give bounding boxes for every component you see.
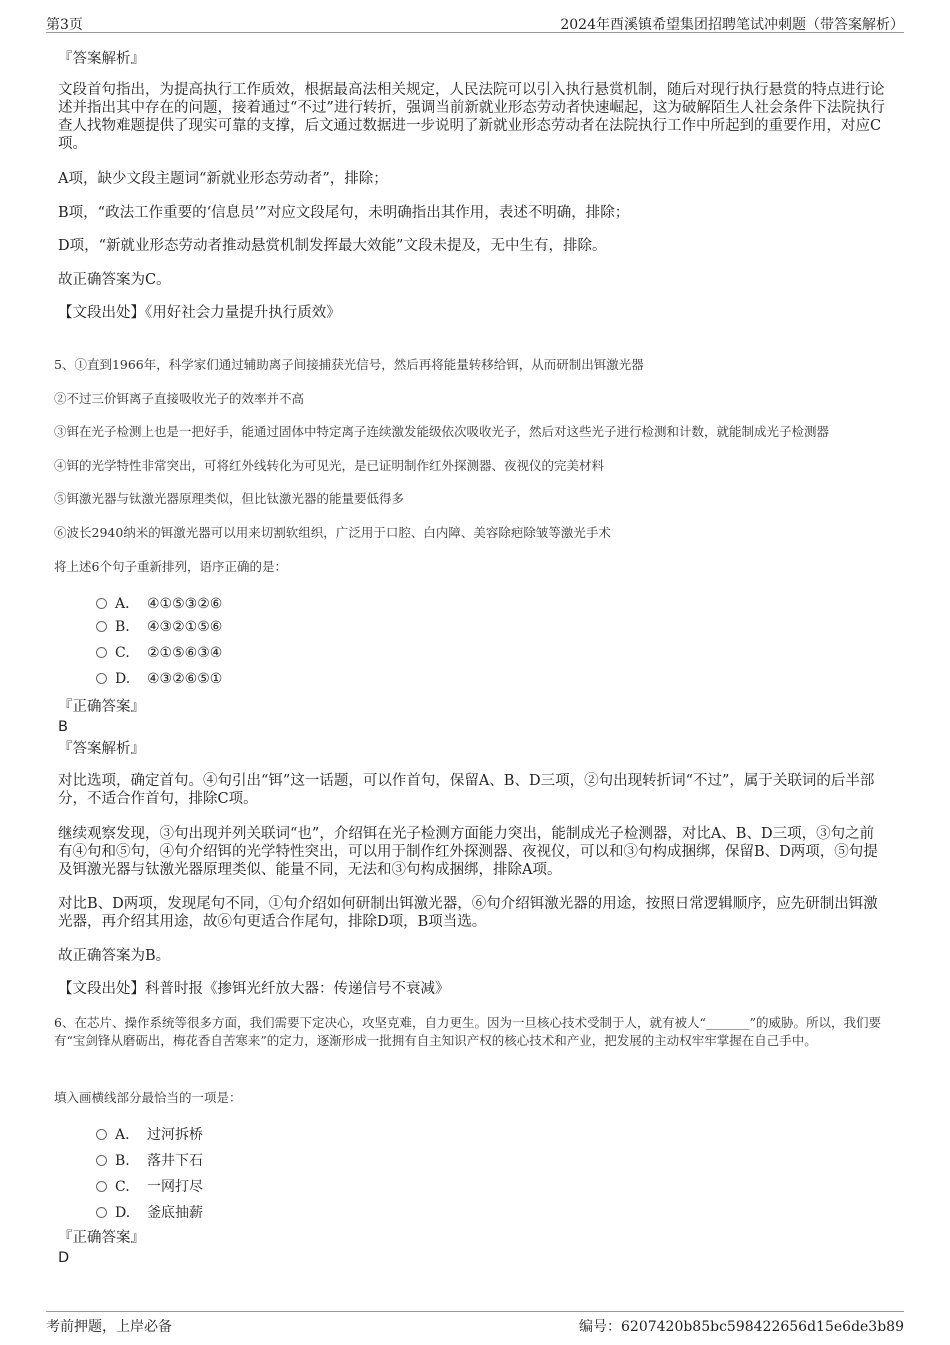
- option-key: A．: [115, 596, 140, 612]
- radio-icon[interactable]: [96, 673, 107, 684]
- document-title: 2024年酉溪镇希望集团招聘笔试冲刺题（带答案解析）: [560, 17, 904, 33]
- option-key: B.: [115, 1153, 130, 1169]
- q5-sentence-3: ③铒在光子检测上也是一把好手，能通过固体中特定离子连续激发能级依次吸收光子，然后对这些光子进行检测和计数，就能制成光子检测器: [54, 424, 830, 439]
- q4-source: 【文段出处】《用好社会力量提升执行质效》: [58, 305, 341, 321]
- option-text: ②①⑤⑥③④: [147, 645, 223, 661]
- document-id: 编号：6207420b85bc598422656d15e6de3b89: [579, 1319, 904, 1335]
- q6-option-b[interactable]: [96, 1150, 203, 1170]
- q5-analysis-para2: 继续观察发现，③句出现并列关联词“也”，介绍铒在光子检测方面能力突出，能制成光子检测器，对比A、B、D三项，③句之前有④句和⑤句，④句介绍铒的光学特性突出，可以用于制作红外探测器、夜视仪，可以和③句构成捆绑，保留B、D两项，⑤句提及铒激光器与钛激光器原理类似、能量不同，无法和③句构成捆绑，排除A项。: [58, 826, 878, 878]
- q4-analysis-d: D项，“新就业形态劳动者推动悬赏机制发挥最大效能”文段未提及，无中生有，排除。: [58, 238, 607, 254]
- page-footer: [46, 1311, 904, 1338]
- q5-source: 【文段出处】科普时报《掺铒光纤放大器：传递信号不衰减》: [58, 981, 450, 997]
- footer-slogan: 考前押题，上岸必备: [46, 1319, 172, 1335]
- q4-correct-answer: 故正确答案为C。: [58, 272, 171, 288]
- q5-sentence-1: 5、①直到1966年，科学家们通过辅助离子间接捕获光信号，然后再将能量转移给铒，从而研制出铒激光器: [54, 357, 644, 372]
- q4-analysis-b: B项，“政法工作重要的‘信息员’”对应文段尾句，未明确指出其作用，表述不明确，排除；: [58, 205, 630, 221]
- q6-answer: D: [58, 1250, 70, 1266]
- page-header: [46, 10, 904, 33]
- q5-sentence-2: ②不过三价铒离子直接吸收光子的效率并不高: [54, 391, 305, 406]
- q5-sentence-5: ⑤铒激光器与钛激光器原理类似，但比钛激光器的能量要低得多: [54, 491, 405, 506]
- q5-correct-answer: 故正确答案为B。: [58, 948, 171, 964]
- radio-icon[interactable]: [96, 1129, 107, 1140]
- q6-option-c[interactable]: [96, 1176, 203, 1196]
- option-key: B.: [115, 619, 130, 635]
- option-text: ④①⑤③②⑥: [147, 596, 223, 612]
- q6-prompt: 填入画横线部分最恰当的一项是：: [54, 1090, 242, 1105]
- q4-analysis-a: A项，缺少文段主题词“新就业形态劳动者”，排除；: [58, 171, 388, 187]
- q5-option-c[interactable]: [96, 645, 222, 665]
- q5-analysis-para1: 对比选项，确定首句。④句引出“铒”这一话题，可以作首句，保留A、B、D三项，②句出现转折词“不过”，属于关联词的后半部分，不适合作首句，排除C项。: [58, 773, 875, 807]
- q5-analysis-para3: 对比B、D两项，发现尾句不同，①句介绍如何研制出铒激光器，⑥句介绍铒激光器的用途，按照日常逻辑顺序，应先研制出铒激光器，再介绍其用途，故⑥句更适合作尾句，排除D项，B项当选。: [58, 896, 878, 930]
- q4-analysis-label: 『答案解析』: [58, 51, 145, 67]
- radio-icon[interactable]: [96, 621, 107, 632]
- option-key: D.: [115, 1205, 131, 1221]
- option-key: C.: [115, 1179, 130, 1195]
- q6-answer-label: 『正确答案』: [58, 1230, 145, 1246]
- radio-icon[interactable]: [96, 1181, 107, 1192]
- q4-analysis-para1: 文段首句指出，为提高执行工作质效，根据最高法相关规定，人民法院可以引入执行悬赏机制，随后对现行执行悬赏的特点进行论述并指出其中存在的问题，接着通过“不过”进行转折，强调当前新就业形态劳动者快速崛起，这为破解陌生人社会条件下法院执行查人找物难题提供了现实可靠的支撑，后文通过数据进一步说明了新就业形态劳动者在法院执行工作中所起到的重要作用，对应C项。: [58, 82, 885, 152]
- option-text: 过河拆桥: [147, 1127, 203, 1143]
- q5-prompt: 将上述6个句子重新排列，语序正确的是：: [54, 559, 287, 574]
- q5-option-b[interactable]: [96, 619, 222, 639]
- q5-answer: B: [58, 719, 68, 735]
- q6-stem: 6、在芯片、操作系统等很多方面，我们需要下定决心，攻坚克难，自力更生。因为一旦核心技术受制于人，就有被人“_______”的威胁。所以，我们要有“宝剑锋从磨砺出，梅花香自苦寒来”的定力，逐渐形成一批拥有自主知识产权的核心技术和产业，把发展的主动权牢牢掌握在自己手中。: [54, 1015, 881, 1048]
- q6-option-a[interactable]: [96, 1124, 203, 1144]
- q5-option-a[interactable]: [96, 593, 222, 613]
- radio-icon[interactable]: [96, 647, 107, 658]
- option-key: A．: [115, 1127, 140, 1143]
- radio-icon[interactable]: [96, 598, 107, 609]
- option-text: ④③②⑥⑤①: [147, 671, 223, 687]
- q5-answer-label: 『正确答案』: [58, 699, 145, 715]
- option-text: 一网打尽: [147, 1179, 203, 1195]
- radio-icon[interactable]: [96, 1207, 107, 1218]
- option-key: D.: [115, 671, 131, 687]
- q5-sentence-6: ⑥波长2940纳米的铒激光器可以用来切割软组织，广泛用于口腔、白内障、美容除疤除皱等激光手术: [54, 525, 611, 540]
- option-text: 落井下石: [147, 1153, 203, 1169]
- q5-analysis-label: 『答案解析』: [58, 741, 145, 757]
- option-text: 釜底抽薪: [147, 1205, 203, 1221]
- page-number: 第3页: [46, 17, 83, 33]
- radio-icon[interactable]: [96, 1155, 107, 1166]
- q5-option-d[interactable]: [96, 671, 222, 691]
- option-key: C.: [115, 645, 130, 661]
- option-text: ④③②①⑤⑥: [147, 619, 223, 635]
- q5-sentence-4: ④铒的光学特性非常突出，可将红外线转化为可见光，是已证明制作红外探测器、夜视仪的完美材料: [54, 458, 605, 473]
- q6-option-d[interactable]: [96, 1202, 203, 1222]
